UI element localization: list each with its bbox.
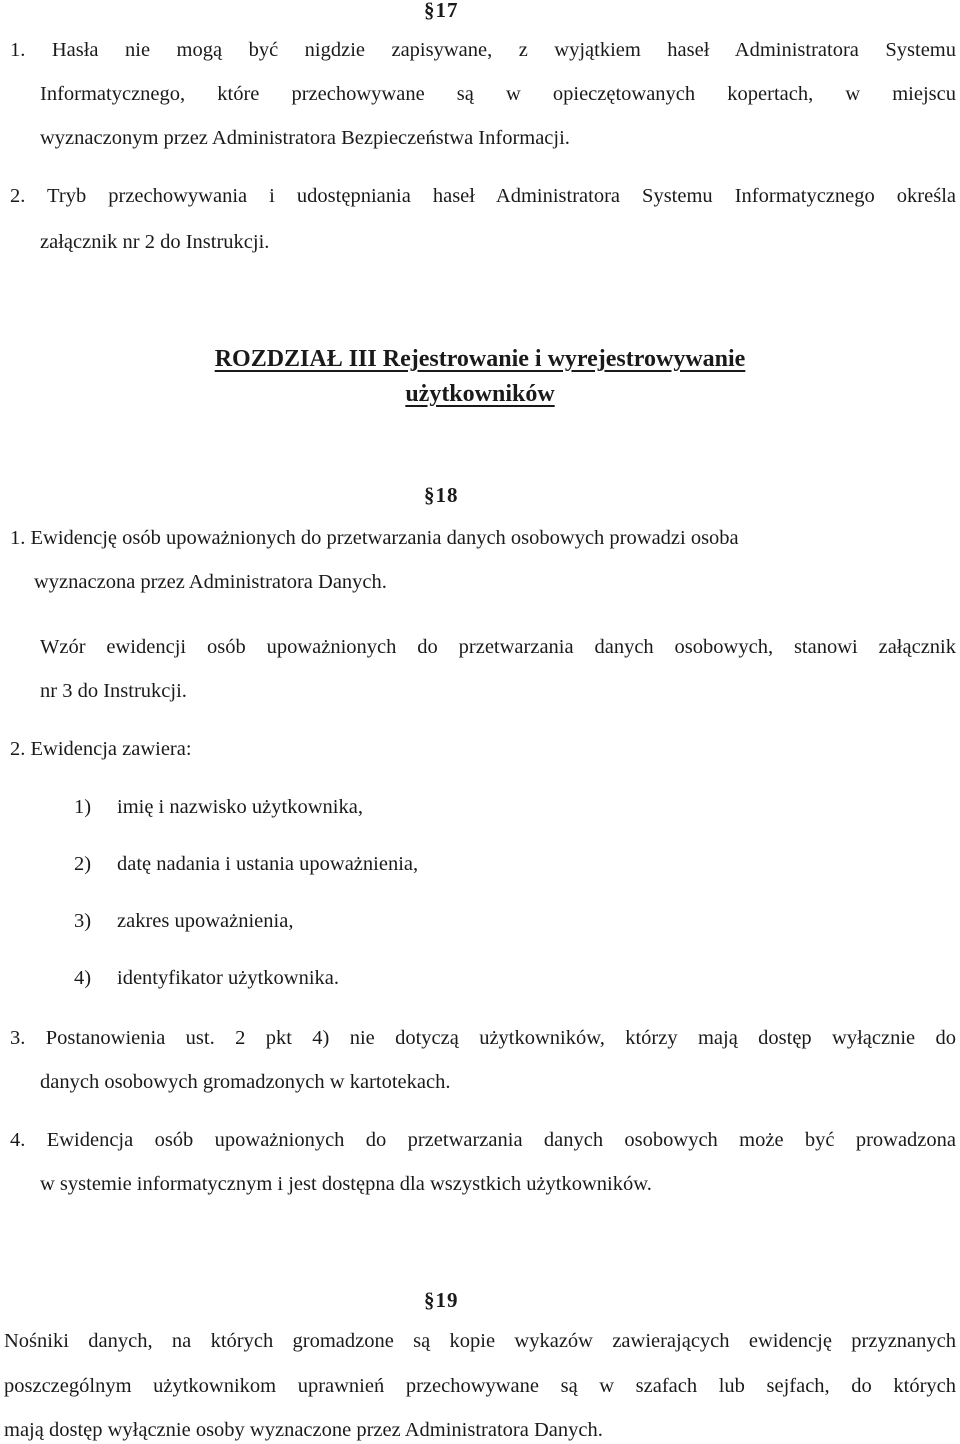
- section-number-17: §17: [424, 0, 459, 22]
- paragraph-17-1-line-2: Informatycznego, które przechowywane są w opieczętowanych kopertach, w miejscu: [40, 83, 956, 105]
- list-item-text: zakres upoważnienia,: [117, 910, 294, 932]
- chapter-title-line-1: ROZDZIAŁ III Rejestrowanie i wyrejestrowywanie: [214, 346, 746, 372]
- list-item-number: 2): [74, 853, 92, 875]
- paragraph-18-wzor-line-1: Wzór ewidencji osób upoważnionych do przetwarzania danych osobowych, stanowi załącznik: [40, 636, 956, 658]
- list-item-number: 4): [74, 967, 92, 989]
- paragraph-18-1-line-2: wyznaczona przez Administratora Danych.: [34, 571, 387, 593]
- paragraph-18-4-line-1: 4. Ewidencja osób upoważnionych do przetwarzania danych osobowych może być prowadzona: [10, 1129, 956, 1151]
- paragraph-18-1-line-1: 1. Ewidencję osób upoważnionych do przetwarzania danych osobowych prowadzi osoba: [10, 527, 739, 549]
- paragraph-17-2-line-2: załącznik nr 2 do Instrukcji.: [40, 231, 270, 253]
- paragraph-18-2-intro: 2. Ewidencja zawiera:: [10, 738, 192, 760]
- list-item-text: identyfikator użytkownika.: [117, 967, 340, 989]
- paragraph-19-line-1: Nośniki danych, na których gromadzone są kopie wykazów zawierających ewidencję przyznanych: [4, 1330, 956, 1352]
- section-number-19: §19: [424, 1288, 459, 1312]
- list-item-number: 3): [74, 910, 92, 932]
- paragraph-18-4-line-2: w systemie informatycznym i jest dostępna dla wszystkich użytkowników.: [40, 1173, 652, 1195]
- section-number-18: §18: [424, 483, 459, 507]
- paragraph-18-3-line-2: danych osobowych gromadzonych w kartotekach.: [40, 1071, 451, 1093]
- paragraph-18-3-line-1: 3. Postanowienia ust. 2 pkt 4) nie dotyczą użytkowników, którzy mają dostęp wyłącznie do: [10, 1027, 956, 1049]
- list-item-text: imię i nazwisko użytkownika,: [117, 796, 363, 818]
- paragraph-17-2-line-1: 2. Tryb przechowywania i udostępniania haseł Administratora Systemu Informatycznego określa: [10, 185, 956, 207]
- list-item-number: 1): [74, 796, 92, 818]
- paragraph-19-line-2: poszczególnym użytkownikom uprawnień przechowywane są w szafach lub sejfach, do których: [4, 1375, 956, 1397]
- paragraph-17-1-line-3: wyznaczonym przez Administratora Bezpieczeństwa Informacji.: [40, 127, 570, 149]
- chapter-title-line-2: użytkowników: [405, 381, 555, 407]
- list-item-text: datę nadania i ustania upoważnienia,: [117, 853, 419, 875]
- paragraph-18-wzor-line-2: nr 3 do Instrukcji.: [40, 680, 187, 702]
- paragraph-19-line-3: mają dostęp wyłącznie osoby wyznaczone przez Administratora Danych.: [4, 1419, 603, 1441]
- paragraph-17-1-line-1: 1. Hasła nie mogą być nigdzie zapisywane, z wyjątkiem haseł Administratora Systemu: [10, 39, 956, 61]
